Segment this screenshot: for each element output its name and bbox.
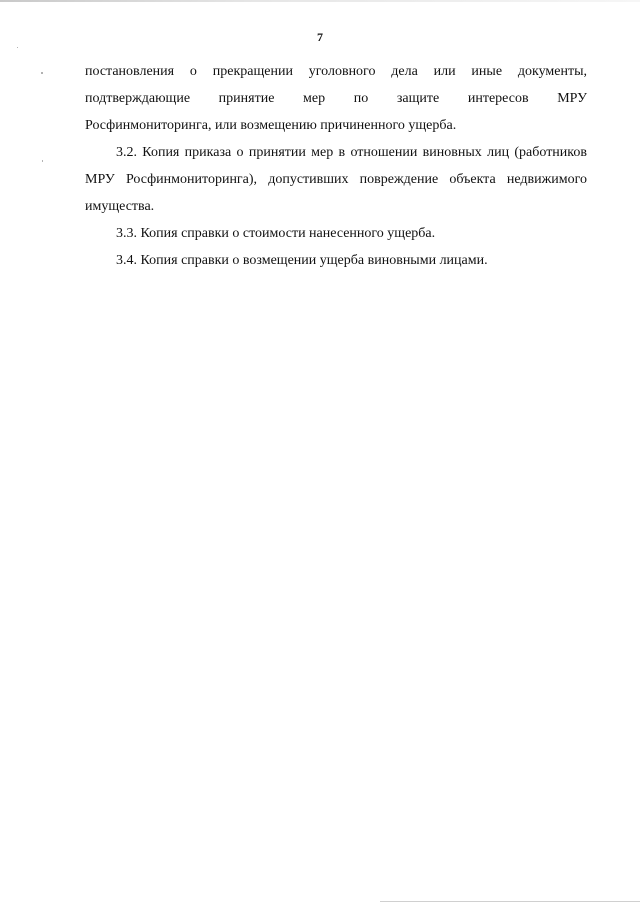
scan-top-edge bbox=[0, 0, 640, 2]
paragraph-item-3-3: 3.3. Копия справки о стоимости нанесенного ущерба. bbox=[116, 226, 436, 241]
document-body bbox=[85, 58, 587, 274]
paragraph-item-3-4: 3.4. Копия справки о возмещении ущерба виновными лицами. bbox=[116, 253, 488, 268]
paragraph-line: Росфинмониторинга, или возмещению причиненного ущерба. bbox=[85, 118, 457, 133]
scan-bottom-edge bbox=[380, 901, 640, 902]
scan-speck bbox=[17, 47, 18, 48]
paragraph-item-3-2: 3.2. Копия приказа о принятии мер в отношении виновных лиц (работников МРУ Росфинмониторинга), допустивших повреждение объекта недвижимого имущества. bbox=[85, 145, 587, 214]
paragraph-continuation bbox=[85, 58, 587, 139]
page-number: 7 bbox=[317, 30, 323, 44]
scan-speck bbox=[41, 72, 43, 74]
paragraph-line: постановления о прекращении уголовного дела или иные документы, bbox=[85, 64, 587, 79]
scan-speck bbox=[42, 160, 43, 162]
paragraph-line: подтверждающие принятие мер по защите интересов МРУ bbox=[85, 91, 587, 106]
